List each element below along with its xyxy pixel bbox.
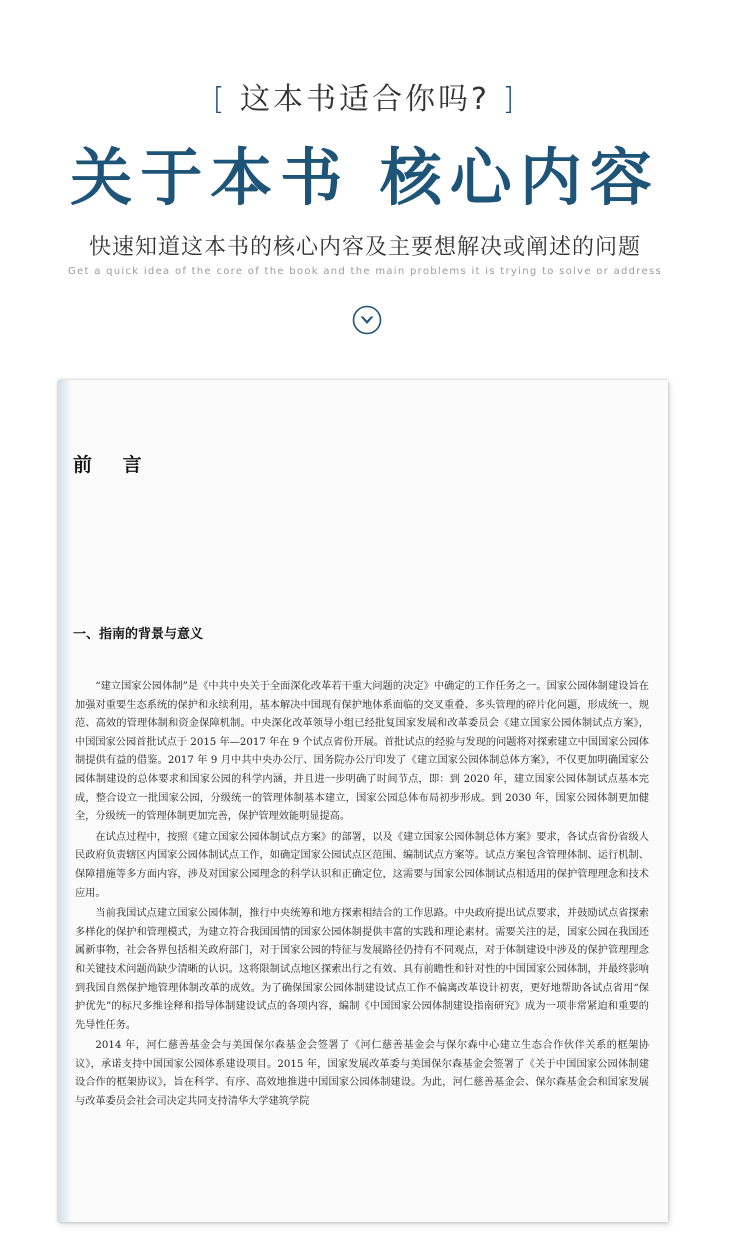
- paragraph: “建立国家公园体制”是《中共中央关于全面深化改革若干重大问题的决定》中确定的工作任务之一。国家公园体制建设旨在加强对重要生态系统的保护和永续利用，基本解决中国现有保护地体系面临的交叉重叠、多头管理的碎片化问题，形成统一、规范、高效的管理体制和资金保障机制。中央深化改革领导小组已经批复国家发展和改革委员会《建立国家公园体制试点方案》，中国国家公园首批试点于 2015 年—2017 年在 9 个试点省份开展。首批试点的经验与发现的问题将对探索建立中国国家公园体制提供有益的借鉴。2017 年 9 月中共中央办公厅、国务院办公厅印发了《建立国家公园体制总体方案》，不仅更加明确国家公园体制建设的总体要求和国家公园的科学内涵，并且进一步明确了时间节点，即：到 2020 年，建立国家公园体制试点基本完成，整合设立一批国家公园，分级统一的管理体制基本建立，国家公园总体布局初步形成。到 2030 年，国家公园体制更加健全，分级统一的管理体制更加完善，保护管理效能明显提高。: [75, 681, 649, 823]
- subtitle: 快速知道这本书的核心内容及主要想解决或阐述的问题: [88, 235, 641, 260]
- question-text: 这本书适合你吗?: [240, 82, 490, 117]
- question-heading: [0, 74, 730, 118]
- chevron-down-circle-icon: [352, 305, 382, 335]
- bracket-left: [: [212, 82, 228, 117]
- paragraph: 当前我国试点建立国家公园体制，推行中央统筹和地方探索相结合的工作思路。中央政府提出试点要求，并鼓励试点省探索多样化的保护和管理模式，为建立符合我国国情的国家公园体制提供丰富的实践和理论素材。需要关注的是，国家公园在我国还属新事物，社会各界包括相关政府部门，对于国家公园的特征与发展路径仍持有不同观点，对于体制建设中涉及的保护管理理念和关键技术问题尚缺少清晰的认识。这将限制试点地区探索出行之有效、具有前瞻性和针对性的中国国家公园体制，并最终影响到我国自然保护地管理体制改革的成效。为了确保国家公园体制建设试点工作不偏离改革设计初衷，更好地帮助各试点省用“保护优先”的标尺多维诠释和指导体制建设试点的各项内容，编制《中国国家公园体制建设指南研究》成为一项非常紧迫和重要的先导性任务。: [75, 908, 649, 1031]
- paragraph: 2014 年，河仁慈善基金会与美国保尔森基金会签署了《河仁慈善基金会与保尔森中心建立生态合作伙伴关系的框架协议》，承诺支持中国国家公园体系建设项目。2015 年，国家发展改革委与美国保尔森基金会签署了《关于中国国家公园体制建设合作的框架协议》，旨在科学、有序、高效地推进中国国家公园体制建设。为此，河仁慈善基金会、保尔森基金会和国家发展与改革委员会社会司决定共同支持清华大学建筑学院: [75, 1040, 649, 1108]
- bracket-right: ]: [502, 82, 518, 117]
- preface-title: 前 言: [73, 454, 154, 476]
- book-page: [58, 380, 668, 1222]
- body-text: [75, 678, 649, 1114]
- subtitle-english: Get a quick idea of the core of the book and the main problems it is trying to solve or address: [68, 266, 662, 277]
- section-heading: 一、指南的背景与意义: [73, 627, 204, 642]
- paragraph: 在试点过程中，按照《建立国家公园体制试点方案》的部署，以及《建立国家公园体制总体方案》要求，各试点省份省级人民政府负责辖区内国家公园体制试点工作，如确定国家公园试点区范围、编制试点方案等。试点方案包含管理体制、运行机制、保障措施等多方面内容，涉及对国家公园理念的科学认识和正确定位，这需要与国家公园体制试点相适用的保护管理理念和技术应用。: [75, 831, 649, 899]
- page-title: 关于本书 核心内容: [70, 141, 660, 214]
- header-banner: [0, 0, 730, 360]
